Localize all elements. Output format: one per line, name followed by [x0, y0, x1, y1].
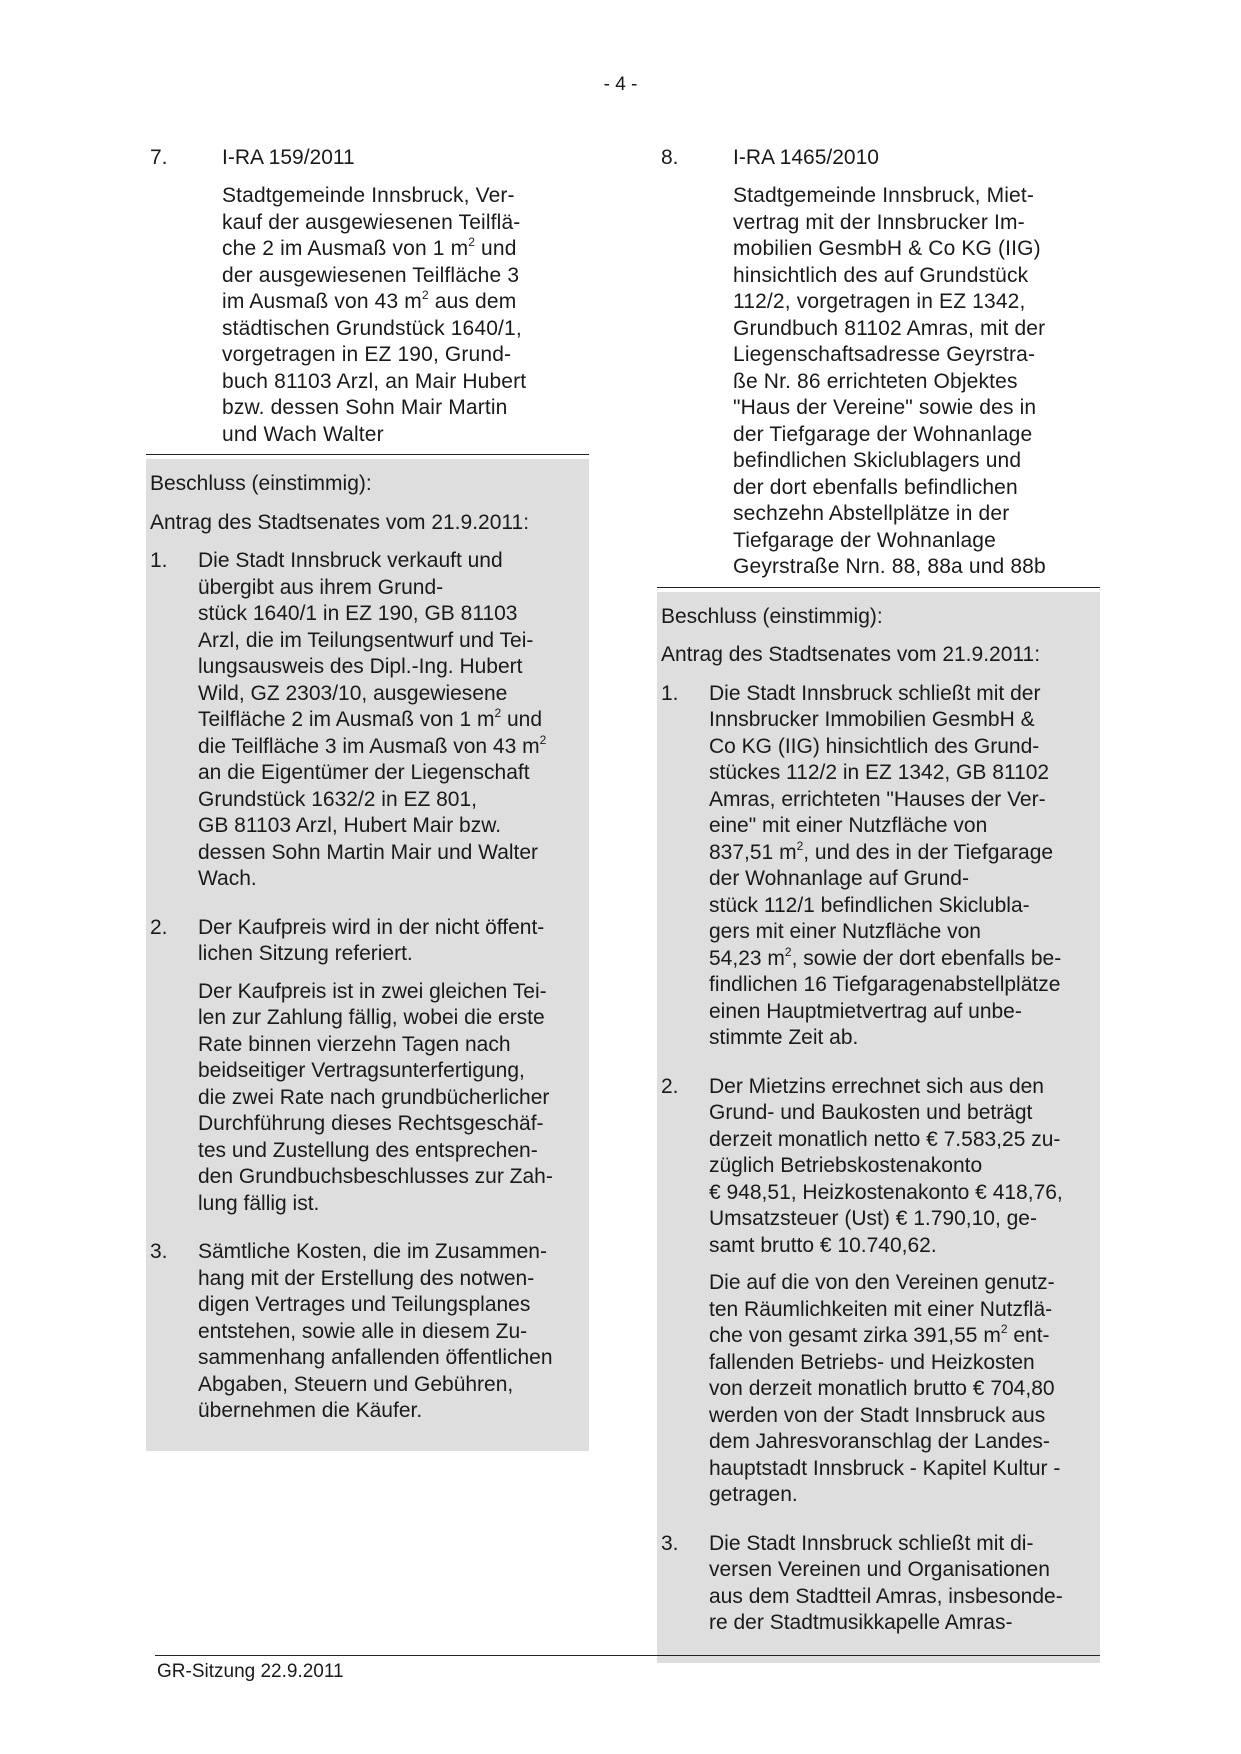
text-line: an die Eigentümer der Liegenschaft	[198, 761, 530, 784]
text-line: fallenden Betriebs- und Heizkosten	[709, 1350, 1035, 1374]
text-line: bzw. dessen Sohn Mair Martin	[222, 396, 508, 419]
point-number: 3.	[150, 1240, 168, 1263]
point-number: 1.	[150, 549, 168, 572]
text-line: die Teilfläche 3 im Ausmaß von 43 $m^2$	[198, 732, 547, 758]
text-line: che 2 im Ausmaß von 1 $m^2$ und	[222, 235, 517, 260]
text-line: buch 81103 Arzl, an Mair Hubert	[222, 369, 527, 393]
text-line: Die Stadt Innsbruck schließt mit der	[709, 681, 1041, 705]
text-line: befindlichen Skiclublagers und	[733, 449, 1022, 472]
text-line: aus dem Stadtteil Amras, insbesonde-	[709, 1584, 1063, 1608]
text-line: Innsbrucker Immobilien GesmbH &	[709, 708, 1035, 731]
resolution-point-1	[661, 681, 1096, 1063]
text-line: Stadtgemeinde Innsbruck, Miet-	[733, 184, 1034, 207]
text-line: städtischen Grundstück 1640/1,	[222, 316, 522, 340]
page-number: - 4 -	[603, 74, 638, 95]
text-line: digen Vertrages und Teilungsplanes	[198, 1293, 531, 1316]
text-line: der ausgewiesenen Teilfläche 3	[222, 263, 520, 287]
text-line: Die Stadt Innsbruck schließt mit di-	[709, 1531, 1034, 1555]
text-line: Durchführung dieses Rechtsgeschäf-	[198, 1112, 544, 1135]
text-line: lungsausweis des Dipl.-Ing. Hubert	[198, 655, 523, 678]
text-line: von derzeit monatlich brutto € 704,80	[709, 1377, 1055, 1400]
text-line: stück 112/1 befindlichen Skiclubla-	[709, 893, 1030, 917]
text-line: einen Hauptmietvertrag auf unbe-	[709, 999, 1022, 1023]
resolution-intro: Antrag des Stadtsenates vom 21.9.2011:	[661, 643, 1041, 666]
point-paragraph	[709, 681, 1096, 1052]
text-line: Abgaben, Steuern und Gebühren,	[198, 1372, 514, 1396]
text-line: Tiefgarage der Wohnanlage	[733, 528, 996, 552]
text-line: die zwei Rate nach grundbücherlicher	[198, 1085, 550, 1109]
point-number: 2.	[661, 1074, 679, 1098]
text-line: Geyrstraße Nrn. 88, 88a und 88b	[733, 555, 1046, 578]
text-line: Der Kaufpreis ist in zwei gleichen Tei-	[198, 979, 547, 1003]
text-line: hinsichtlich des auf Grundstück	[733, 263, 1029, 287]
text-line: dem Jahresvoranschlag der Landes-	[709, 1430, 1050, 1453]
resolution-label: Beschluss (einstimmig):	[661, 604, 883, 628]
item-subject	[222, 183, 589, 452]
text-line: getragen.	[709, 1483, 798, 1506]
resolution-intro: Antrag des Stadtsenates vom 21.9.2011:	[150, 510, 530, 534]
resolution-point-3	[150, 1239, 585, 1436]
text-line: werden von der Stadt Innsbruck aus	[709, 1403, 1046, 1427]
text-line: dessen Sohn Martin Mair und Walter	[198, 840, 539, 864]
text-line: Die auf die von den Vereinen genutz-	[709, 1271, 1055, 1294]
text-line: € 948,51, Heizkostenakonto € 418,76,	[709, 1180, 1063, 1204]
text-line: lung fällig ist.	[198, 1191, 320, 1215]
text-line: Grund- und Baukosten und beträgt	[709, 1101, 1033, 1124]
text-line: Der Mietzins errechnet sich aus den	[709, 1074, 1044, 1098]
point-number: 2.	[150, 915, 168, 939]
text-line: stück 1640/1 in EZ 190, GB 81103	[198, 602, 518, 625]
point-paragraph	[198, 915, 585, 968]
text-line: und Wach Walter	[222, 422, 384, 446]
subject-divider	[657, 587, 1100, 588]
item-header	[657, 145, 1100, 183]
text-line: Co KG (IIG) hinsichtlich des Grund-	[709, 734, 1040, 758]
text-line: vorgetragen in EZ 190, Grund-	[222, 343, 512, 366]
text-line: kauf der ausgewiesenen Teilflä-	[222, 210, 521, 234]
text-line: hang mit der Erstellung des notwen-	[198, 1266, 535, 1290]
text-line: übergibt aus ihrem Grund-	[198, 575, 444, 599]
text-line: Wild, GZ 2303/10, ausgewiesene	[198, 681, 508, 705]
text-line: entstehen, sowie alle in diesem Zu-	[198, 1319, 528, 1343]
footer-session-label: GR-Sitzung 22.9.2011	[157, 1661, 344, 1682]
text-line: findlichen 16 Tiefgaragenabstellplätze	[709, 973, 1061, 996]
text-line: sammenhang anfallenden öffentlichen	[198, 1346, 553, 1369]
item-number: 7.	[150, 146, 168, 169]
text-line: 112/2, vorgetragen in EZ 1342,	[733, 290, 1026, 313]
text-line: übernehmen die Käufer.	[198, 1399, 423, 1422]
text-line: den Grundbuchsbeschlusses zur Zah-	[198, 1165, 553, 1188]
text-line: der Wohnanlage auf Grund-	[709, 867, 969, 890]
text-line: der dort ebenfalls befindlichen	[733, 475, 1018, 499]
text-line: Sämtliche Kosten, die im Zusammen-	[198, 1240, 547, 1263]
text-line: züglich Betriebskostenakonto	[709, 1154, 983, 1177]
item-subject	[733, 183, 1100, 585]
text-line: re der Stadtmusikkapelle Amras-	[709, 1611, 1013, 1634]
resolution-label: Beschluss (einstimmig):	[150, 472, 372, 495]
point-paragraph	[198, 548, 585, 893]
item-header	[146, 145, 589, 183]
text-line: ten Räumlichkeiten mit einer Nutzflä-	[709, 1297, 1053, 1321]
text-line: Stadtgemeinde Innsbruck, Ver-	[222, 184, 515, 207]
text-line: derzeit monatlich netto € 7.583,25 zu-	[709, 1127, 1061, 1151]
text-line: mobilien GesmbH & Co KG (IIG)	[733, 237, 1041, 260]
text-line: Grundstück 1632/2 in EZ 801,	[198, 787, 477, 811]
agenda-item-8	[657, 145, 1100, 1663]
item-reference: I-RA 159/2011	[222, 146, 355, 169]
text-line: eine" mit einer Nutzfläche von	[709, 814, 988, 837]
point-paragraph	[198, 979, 585, 1218]
text-line: Umsatzsteuer (Ust) € 1.790,10, ge-	[709, 1207, 1037, 1230]
point-paragraph	[198, 1239, 585, 1425]
text-line: im Ausmaß von 43 $m^2$ aus dem	[222, 288, 517, 313]
resolution-box	[146, 459, 589, 1451]
text-line: versen Vereinen und Organisationen	[709, 1558, 1050, 1581]
text-line: stückes 112/2 in EZ 1342, GB 81102	[709, 761, 1050, 784]
resolution-point-2	[661, 1074, 1096, 1520]
item-number: 8.	[661, 146, 679, 169]
text-line: stimmte Zeit ab.	[709, 1026, 859, 1049]
subject-divider	[146, 454, 589, 455]
text-line: samt brutto € 10.740,62.	[709, 1233, 937, 1257]
text-line: Arzl, die im Teilungsentwurf und Tei-	[198, 628, 534, 652]
resolution-point-1	[150, 548, 585, 904]
text-line: len zur Zahlung fällig, wobei die erste	[198, 1006, 545, 1029]
text-line: ße Nr. 86 errichteten Objektes	[733, 369, 1018, 393]
item-reference: I-RA 1465/2010	[733, 146, 879, 169]
text-line: Rate binnen vierzehn Tagen nach	[198, 1032, 511, 1056]
text-line: hauptstadt Innsbruck - Kapitel Kultur -	[709, 1456, 1061, 1480]
point-paragraph	[709, 1074, 1096, 1260]
text-line: beidseitiger Vertragsunterfertigung,	[198, 1059, 525, 1082]
text-line: gers mit einer Nutzfläche von	[709, 920, 981, 943]
text-line: Amras, errichteten "Hauses der Ver-	[709, 787, 1046, 811]
text-line: GB 81103 Arzl, Hubert Mair bzw.	[198, 814, 502, 837]
text-line: vertrag mit der Innsbrucker Im-	[733, 210, 1025, 234]
resolution-box	[657, 592, 1100, 1663]
text-line: che von gesamt zirka 391,55 $m^2$ ent-	[709, 1322, 1050, 1347]
text-line: Wach.	[198, 867, 257, 890]
text-line: "Haus der Vereine" sowie des in	[733, 396, 1037, 419]
text-line: lichen Sitzung referiert.	[198, 942, 413, 965]
text-line: sechzehn Abstellplätze in der	[733, 502, 1010, 525]
point-paragraph	[709, 1270, 1096, 1509]
text-line: 54,23 $m^2$, sowie der dort ebenfalls be-	[709, 944, 1062, 970]
text-line: Die Stadt Innsbruck verkauft und	[198, 549, 503, 572]
agenda-item-7	[146, 145, 589, 1451]
point-number: 3.	[661, 1531, 679, 1555]
text-line: Grundbuch 81102 Amras, mit der	[733, 316, 1046, 340]
point-number: 1.	[661, 681, 679, 705]
text-line: der Tiefgarage der Wohnanlage	[733, 422, 1033, 446]
text-line: Teilfläche 2 im Ausmaß von 1 $m^2$ und	[198, 706, 543, 731]
text-line: Der Kaufpreis wird in der nicht öffent-	[198, 915, 545, 939]
text-line: tes und Zustellung des entsprechen-	[198, 1138, 538, 1162]
resolution-point-2	[150, 915, 585, 1229]
text-line: 837,51 $m^2$, und des in der Tiefgarage	[709, 838, 1054, 864]
resolution-point-3	[661, 1531, 1096, 1648]
footer-divider	[155, 1655, 1100, 1656]
point-paragraph	[709, 1531, 1096, 1637]
text-line: Liegenschaftsadresse Geyrstra-	[733, 343, 1036, 366]
